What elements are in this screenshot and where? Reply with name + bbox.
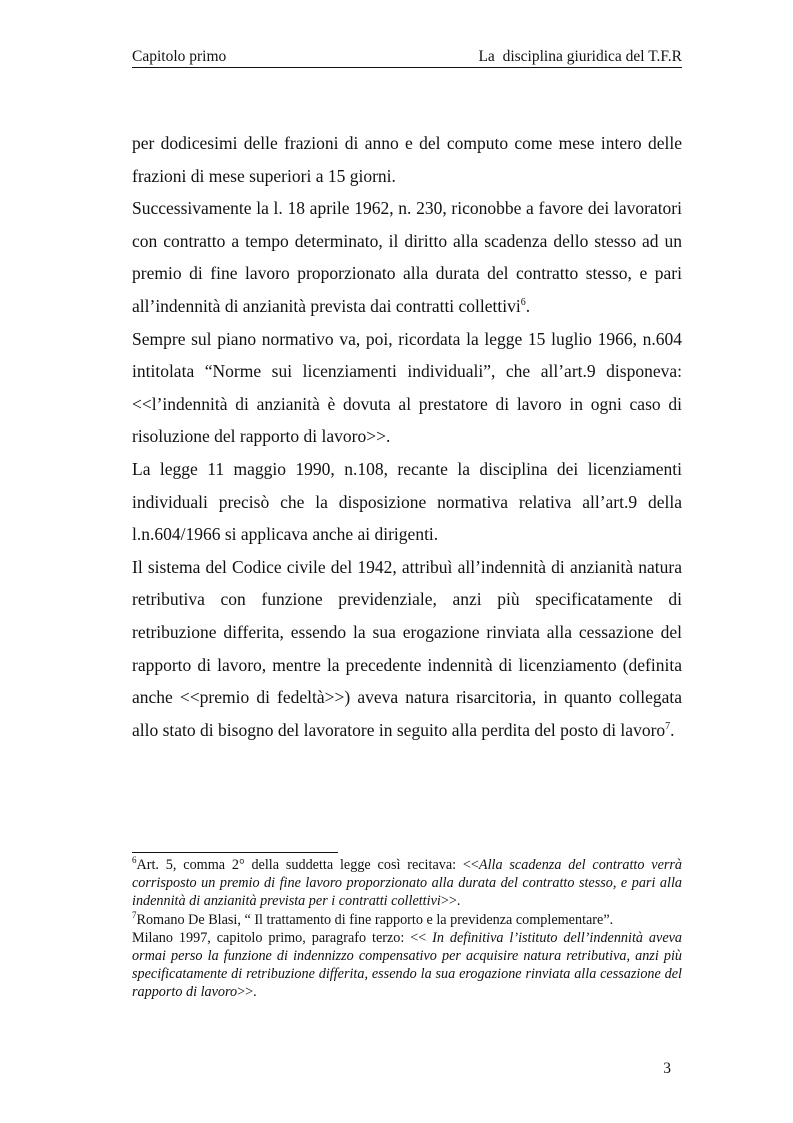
running-header <box>132 46 682 68</box>
footnote-7-cont <box>132 929 682 1002</box>
paragraph-end: . <box>525 295 531 316</box>
footnote-tail: >>. <box>237 984 257 1001</box>
footnote-tail: >>. <box>440 893 461 910</box>
paragraph-text: Successivamente la l. 18 aprile 1962, n. 230, riconobbe a favore dei lavoratori con contratto a tempo determinato, il diritto alla scadenza dello stesso ad un premio di fine lavoro proporzionato alla durata del contratto stesso, e pari all’indennità di anzianità prevista dai contratti collettivi <box>132 198 682 316</box>
paragraph-text: Il sistema del Codice civile del 1942, attribuì all’indennità di anzianità natura retributiva con funzione previdenziale, anzi più specificatamente di retribuzione differita, essendo la sua erogazione rinviata alla cessazione del rapporto di lavoro, mentre la precedente indennità di licenziamento (definita anche <<premio di fedeltà>>) aveva natura risarcitoria, in quanto collegata allo stato di bisogno del lavoratore in seguito alla perdita del posto di lavoro <box>132 556 682 740</box>
paragraph <box>132 453 682 551</box>
footnote-quote: In definitiva l’istituto dell’indennità aveva ormai perso la funzione di indennizzo compensativo per acquisire natura retributiva, anzi più specificatamente di retribuzione differita, essendo la sua erogazione rinviata alla cessazione del rapporto di lavoro <box>132 929 683 1001</box>
footnote-lead: Milano 1997, capitolo primo, paragrafo terzo: << <box>132 929 433 946</box>
paragraph <box>132 551 682 747</box>
footnote-quote: Alla scadenza del contratto verrà corrisposto un premio di fine lavoro proporzionato alla durata del contratto stesso, e pari alla indennità di anzianità prevista per i contratti collettivi <box>132 857 682 910</box>
footnote-ref[interactable]: 6 <box>520 296 526 308</box>
paragraph <box>132 192 682 322</box>
paragraph <box>132 323 682 453</box>
paragraph <box>132 127 682 192</box>
header-rule <box>132 67 682 68</box>
header-chapter: Capitolo primo <box>132 48 227 65</box>
header-title: La disciplina giuridica del T.F.R <box>478 48 682 65</box>
footnotes <box>132 856 682 1002</box>
body-text <box>132 127 682 746</box>
footnote-number: 7 <box>132 909 137 920</box>
page-number: 3 <box>663 1060 671 1077</box>
footnote-lead: Art. 5, comma 2° della suddetta legge così recitava: << <box>136 857 479 873</box>
footnote-ref[interactable]: 7 <box>665 720 671 732</box>
paragraph-end: . <box>670 719 675 740</box>
paragraph-text: Sempre sul piano normativo va, poi, ricordata la legge 15 luglio 1966, n.604 intitolata “Norme sui licenziamenti individuali”, che all’art.9 disponeva: <<l’indennità di anzianità è dovuta al prestatore di lavoro in ogni caso di risoluzione del rapporto di lavoro>>. <box>132 328 682 447</box>
footnote-7 <box>132 911 682 929</box>
paragraph-text: per dodicesimi delle frazioni di anno e del computo come mese intero delle frazioni di mese superiori a 15 giorni. <box>132 133 682 186</box>
footnote-number: 6 <box>132 855 137 865</box>
footnote-citation: Romano De Blasi, “ Il trattamento di fine rapporto e la previdenza complementare”. <box>136 911 614 928</box>
paragraph-text: La legge 11 maggio 1990, n.108, recante la disciplina dei licenziamenti individuali precisò che la disposizione normativa relativa all’art.9 della l.n.604/1966 si applicava anche ai dirigenti. <box>132 458 682 545</box>
footnote-6 <box>132 856 682 911</box>
footnote-rule <box>132 852 338 853</box>
